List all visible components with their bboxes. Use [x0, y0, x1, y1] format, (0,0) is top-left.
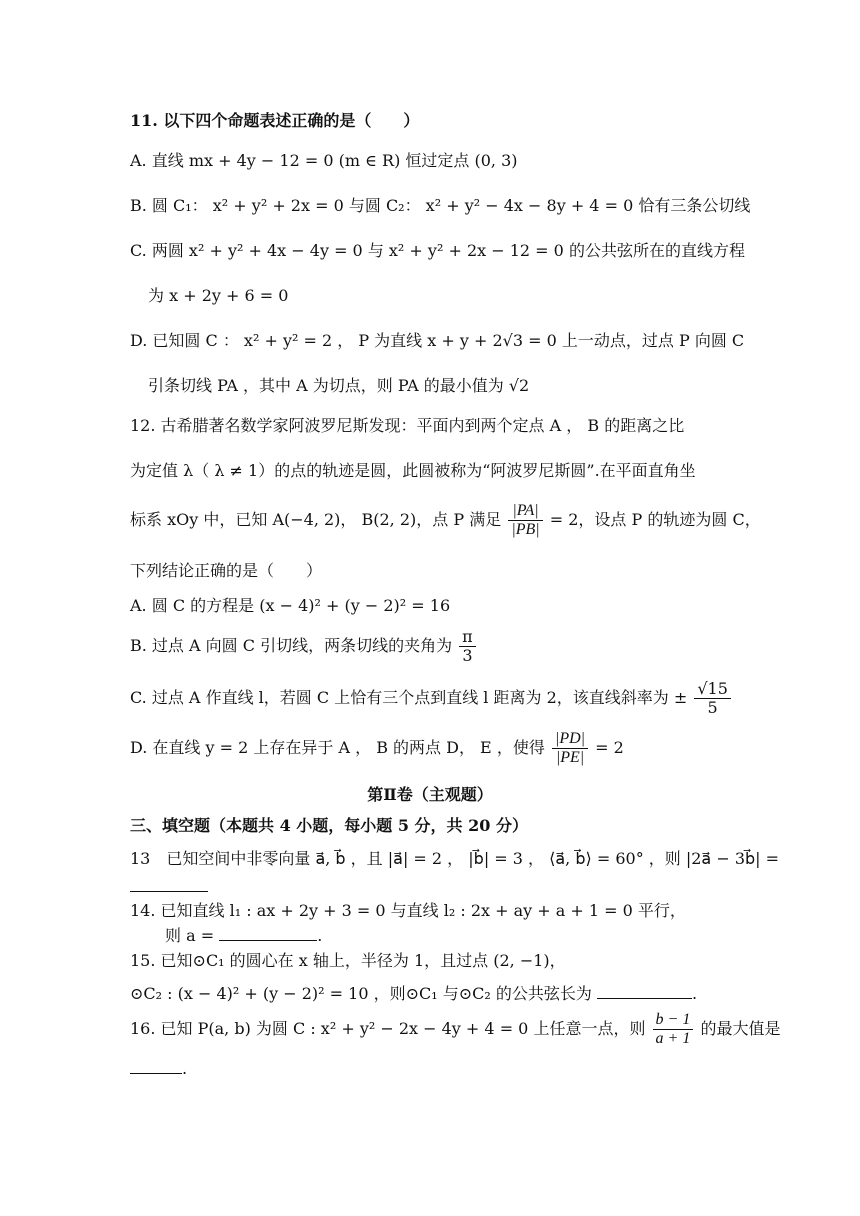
q14-line2: 则 a = .	[165, 926, 323, 945]
q12-ratio-fraction	[508, 502, 542, 539]
q15-line2: ⊙C₂ : (x − 4)² + (y − 2)² = 10 ，则⊙C₁ 与⊙C₂ 的公共弦长为 .	[130, 984, 698, 1003]
q12-option-c-text: C. 过点 A 作直线 l，若圆 C 上恰有三个点到直线 l 距离为 2，该直线斜率为 ±	[130, 688, 688, 707]
q14-line1: 14. 已知直线 l₁ : ax + 2y + 3 = 0 与直线 l₂ : 2x + ay + a + 1 = 0 平行，	[130, 901, 686, 920]
q12-option-d-text: D. 在直线 y = 2 上存在异于 A ， B 的两点 D， E ，使得	[130, 738, 545, 757]
q11-option-d-line2: 引条切线 PA ，其中 A 为切点，则 PA 的最小值为 √2	[148, 376, 530, 395]
q12-stem-line3-text-b: = 2，设点 P 的轨迹为圆 C，	[549, 510, 761, 529]
q12-option-c-numerator: √15	[694, 680, 731, 699]
q14-answer-blank	[219, 926, 317, 941]
q15-line1: 15. 已知⊙C₁ 的圆心在 x 轴上，半径为 1，且过点 (2, −1)，	[130, 951, 566, 970]
q12-stem-line1: 12. 古希腊著名数学家阿波罗尼斯发现：平面内到两个定点 A ， B 的距离之比	[130, 416, 685, 435]
q12-ratio-denominator: |PB|	[511, 521, 540, 538]
q12-option-c	[130, 678, 733, 718]
q12-option-b-text: B. 过点 A 向圆 C 引切线，两条切线的夹角为	[130, 636, 453, 655]
q14-line2-text: 则 a =	[165, 926, 215, 945]
q13-answer-blank	[130, 877, 208, 892]
q12-option-d-denominator: |PE|	[555, 749, 585, 766]
part3-heading: 三、填空题（本题共 4 小题，每小题 5 分，共 20 分）	[130, 816, 528, 835]
q12-option-c-fraction	[694, 680, 731, 717]
q16-answer-blank	[130, 1059, 182, 1074]
q16-answer-line: .	[130, 1058, 187, 1080]
q11-option-b: B. 圆 C₁： x² + y² + 2x = 0 与圆 C₂： x² + y² − 4x − 8y + 4 = 0 恰有三条公切线	[130, 196, 751, 215]
q11-option-d-line1: D. 已知圆 C ： x² + y² = 2 ， P 为直线 x + y + 2√3 = 0 上一动点，过点 P 向圆 C	[130, 331, 745, 350]
q15-line2-text: ⊙C₂ : (x − 4)² + (y − 2)² = 10 ，则⊙C₁ 与⊙C₂ 的公共弦长为	[130, 984, 592, 1003]
q12-option-d-tail: = 2	[595, 738, 624, 757]
q12-option-d	[130, 728, 624, 768]
q12-stem-line4: 下列结论正确的是（ ）	[130, 561, 323, 580]
q13-answer-line	[130, 876, 208, 898]
q12-option-c-denominator: 5	[707, 698, 718, 717]
q12-stem-line3	[130, 500, 761, 540]
q15-answer-blank	[597, 984, 692, 999]
q16-fraction	[653, 1011, 694, 1048]
q12-option-d-fraction	[552, 730, 588, 767]
q12-option-d-numerator: |PD|	[552, 730, 588, 749]
q16-line1-tail: 的最大值是	[700, 1019, 781, 1038]
q11-option-c-line2: 为 x + 2y + 6 = 0	[148, 286, 289, 305]
q16-line1-text: 16. 已知 P(a, b) 为圆 C : x² + y² − 2x − 4y + 4 = 0 上任意一点，则	[130, 1019, 646, 1038]
q16-denominator: a + 1	[655, 1030, 691, 1047]
q12-stem-line2: 为定值 λ（ λ ≠ 1）的点的轨迹是圆，此圆被称为“阿波罗尼斯圆”.在平面直角坐	[130, 461, 696, 480]
q12-option-b-numerator: π	[459, 628, 476, 647]
q11-option-a: A. 直线 mx + 4y − 12 = 0 (m ∈ R) 恒过定点 (0, 3)	[130, 151, 518, 170]
q16-line1	[130, 1008, 780, 1050]
q16-numerator: b − 1	[653, 1011, 694, 1030]
q12-option-a: A. 圆 C 的方程是 (x − 4)² + (y − 2)² = 16	[130, 596, 451, 615]
q12-option-b-denominator: 3	[462, 646, 473, 665]
q12-stem-line3-text-a: 标系 xOy 中，已知 A(−4, 2)， B(2, 2)，点 P 满足	[130, 510, 502, 529]
q11-option-c-line1: C. 两圆 x² + y² + 4x − 4y = 0 与 x² + y² + 2x − 12 = 0 的公共弦所在的直线方程	[130, 241, 745, 260]
q12-option-b	[130, 626, 478, 666]
q12-option-b-fraction	[459, 628, 476, 665]
q12-ratio-numerator: |PA|	[508, 502, 542, 521]
section-title: 第Ⅱ卷（主观题）	[367, 785, 493, 804]
q13-text: 13 已知空间中非零向量 a⃗, b⃗ ，且 |a⃗| = 2 ， |b⃗| = 3 ， ⟨a⃗, b⃗⟩ = 60° ，则 |2a⃗ − 3b⃗| =	[130, 849, 780, 868]
q11-stem: 11. 以下四个命题表述正确的是（ ）	[130, 111, 420, 130]
